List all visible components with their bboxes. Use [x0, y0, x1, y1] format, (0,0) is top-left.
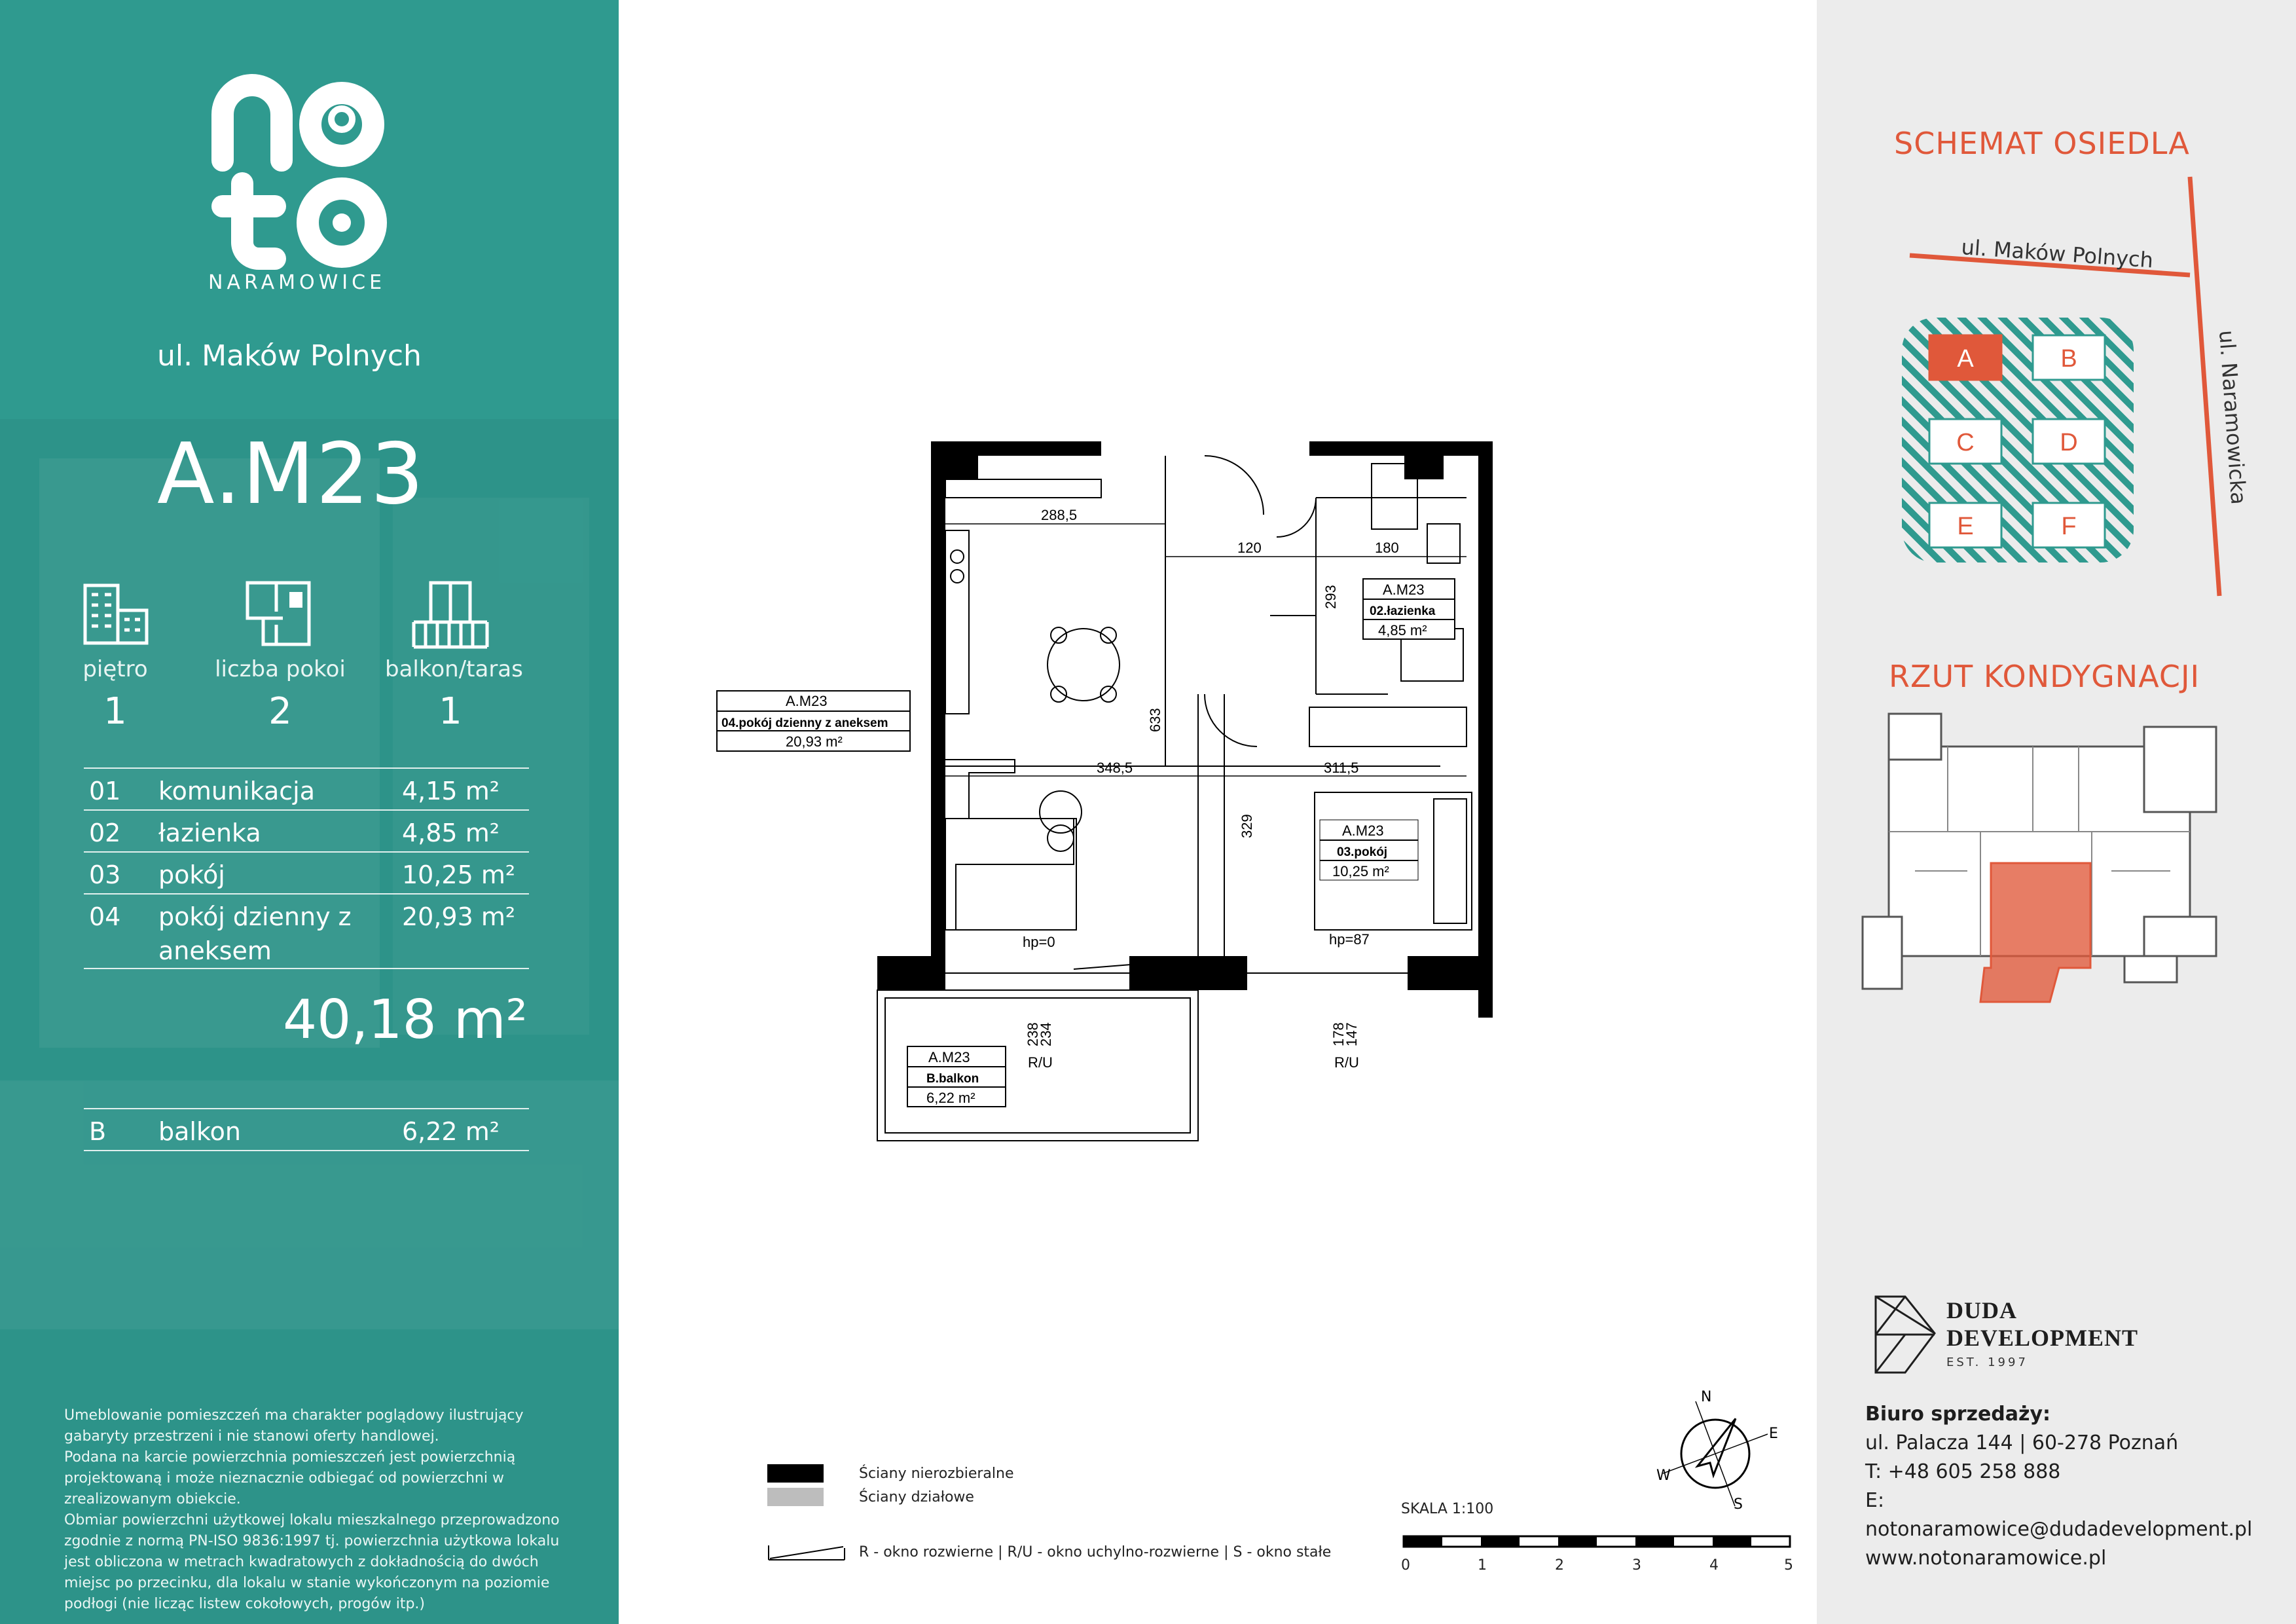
svg-text:A.M23: A.M23: [928, 1049, 970, 1065]
room-tag: [1363, 579, 1455, 639]
dim-label: 120: [1237, 540, 1262, 556]
svg-text:10,25 m²: 10,25 m²: [1332, 863, 1389, 879]
contact-block: [1865, 1400, 2271, 1573]
stat-rooms-label: liczba pokoi: [215, 656, 346, 682]
hp-label: hp=0: [1023, 934, 1055, 950]
svg-text:B: B: [2060, 345, 2077, 373]
svg-text:E: E: [1957, 513, 1974, 540]
building-icon: [80, 581, 152, 647]
scale-tick: 5: [1784, 1557, 1793, 1574]
stat-balcony-label: balkon/taras: [385, 656, 523, 682]
legend-swatch-bearing: [767, 1464, 824, 1483]
developer-name-2: DEVELOPMENT: [1946, 1325, 2139, 1351]
stat-rooms-value: 2: [268, 690, 292, 733]
svg-text:6,22 m²: 6,22 m²: [926, 1090, 975, 1106]
dim-label: 311,5: [1324, 760, 1359, 776]
legend-swatch-partition: [767, 1488, 824, 1506]
contact-heading: Biuro sprzedaży:: [1865, 1403, 2051, 1426]
scale-label: SKALA 1:100: [1401, 1501, 1494, 1517]
highlighted-unit: [1980, 863, 2090, 1002]
street-name: ul. Maków Polnych: [157, 339, 422, 373]
window-dim: 238: [1025, 1022, 1041, 1046]
developer-est: EST. 1997: [1946, 1356, 2028, 1369]
legend-partition: Ściany działowe: [859, 1489, 974, 1505]
contact-phone[interactable]: T: +48 605 258 888: [1865, 1460, 2061, 1483]
dim-label: 288,5: [1041, 507, 1078, 523]
scale-tick: 0: [1401, 1557, 1410, 1574]
legend-bearing: Ściany nierozbieralne: [859, 1466, 1014, 1482]
dim-label: 633: [1147, 708, 1163, 732]
room-tag: [1320, 820, 1418, 880]
svg-text:03.pokój: 03.pokój: [1337, 845, 1388, 859]
svg-text:A.M23: A.M23: [786, 693, 828, 709]
svg-text:B.balkon: B.balkon: [926, 1072, 979, 1086]
scale-tick: 3: [1632, 1557, 1641, 1574]
svg-text:W: W: [1656, 1467, 1671, 1484]
scale-bar: [1401, 1534, 1794, 1553]
unit-code: A.M23: [157, 426, 426, 523]
floor-title: RZUT KONDYGNACJI: [1889, 659, 2200, 694]
stat-floor-label: piętro: [82, 656, 148, 682]
contact-website[interactable]: www.notonaramowice.pl: [1865, 1547, 2107, 1570]
svg-text:F: F: [2061, 513, 2077, 540]
svg-text:02.łazienka: 02.łazienka: [1370, 604, 1436, 618]
street-label: ul. Naramowicka: [2214, 329, 2251, 506]
window-type: R/U: [1028, 1054, 1053, 1071]
disclaimer-text: Umeblowanie pomieszczeń ma charakter poglądowy ilustrujący gabaryty przestrzeni i nie stanowi oferty handlowej. Podana na karcie powierzchnia pomieszczeń jest powierzchnią projektowaną i może nieznacznie odbiegać od powierzchni w zrealizowanym obiekcie. Obmiar powierzchni użytkowej lokalu mieszkalnego przeprowadzono zgodnie z normą PN-ISO 9836:1997 tj. powierzchnia użytkowa lokalu jest obliczona w metrach kwadratowych z dokładnością do dwóch miejsc po przecinku, dla lokalu w stanie wykończonym na poziomie podłogi (nie licząc listew cokołowych, progów itp.): [64, 1407, 560, 1612]
stat-balcony-value: 1: [439, 690, 462, 733]
table-row: 01 komunikacja 4,15 m²: [84, 769, 529, 811]
rooms-table: [84, 767, 529, 969]
window-legend-icon: [767, 1541, 846, 1564]
estate-title: SCHEMAT OSIEDLA: [1894, 126, 2190, 161]
svg-text:A.M23: A.M23: [1383, 581, 1425, 598]
developer-name-1: DUDA: [1946, 1297, 2017, 1323]
dim-label: 180: [1375, 540, 1399, 556]
left-info-panel: [0, 0, 619, 1624]
window-dim: 178: [1330, 1022, 1347, 1046]
svg-text:20,93 m²: 20,93 m²: [786, 733, 843, 750]
scale-tick: 2: [1555, 1557, 1564, 1574]
stat-floor-value: 1: [103, 690, 127, 733]
floorplan-icon: [244, 579, 316, 650]
right-panel: [1817, 0, 2296, 1624]
total-area: 40,18 m²: [283, 989, 528, 1051]
dim-label: 348,5: [1097, 760, 1133, 776]
svg-text:D: D: [2060, 429, 2078, 456]
estate-map: [1817, 157, 2296, 616]
scale-tick: 4: [1709, 1557, 1719, 1574]
svg-text:C: C: [1956, 429, 1975, 456]
window-dim: 147: [1343, 1022, 1360, 1046]
dim-label: 293: [1322, 585, 1339, 609]
room-tag: [717, 691, 910, 751]
svg-text:S: S: [1734, 1496, 1743, 1513]
balcony-icon: [411, 579, 490, 651]
brand-subtitle: NARAMOWICE: [208, 271, 386, 294]
balcony-table: [84, 1108, 529, 1151]
room-tag: [907, 1046, 1006, 1107]
window-type: R/U: [1334, 1054, 1359, 1071]
svg-text:4,85 m²: 4,85 m²: [1378, 622, 1427, 638]
apartment-floor-plan: [721, 419, 1545, 1185]
contact-email[interactable]: E: notonaramowice@dudadevelopment.pl: [1865, 1489, 2253, 1541]
hp-label: hp=87: [1329, 931, 1370, 948]
table-row: B balkon 6,22 m²: [84, 1109, 529, 1151]
svg-text:A: A: [1957, 345, 1974, 373]
table-row: 02 łazienka 4,85 m²: [84, 811, 529, 853]
noto-logo: [196, 72, 393, 262]
contact-address: ul. Palacza 144 | 60-278 Poznań: [1865, 1431, 2179, 1454]
dim-label: 329: [1239, 814, 1255, 838]
duda-development-logo: [1869, 1294, 1941, 1375]
legend-windows: R - okno rozwierne | R/U - okno uchylno-rozwierne | S - okno stałe: [859, 1544, 1332, 1560]
svg-text:N: N: [1701, 1389, 1712, 1405]
floor-key-plan: [1817, 701, 2296, 1015]
svg-text:04.pokój dzienny z aneksem: 04.pokój dzienny z aneksem: [721, 716, 888, 730]
table-row: 04 pokój dzienny z aneksem 20,93 m²: [84, 895, 529, 969]
scale-tick: 1: [1478, 1557, 1487, 1574]
street-label: ul. Maków Polnych: [1960, 234, 2155, 273]
svg-text:A.M23: A.M23: [1342, 822, 1384, 839]
table-row: 03 pokój 10,25 m²: [84, 853, 529, 895]
window-dim: 234: [1038, 1022, 1054, 1046]
svg-text:E: E: [1769, 1426, 1778, 1442]
compass-icon: [1643, 1382, 1787, 1526]
